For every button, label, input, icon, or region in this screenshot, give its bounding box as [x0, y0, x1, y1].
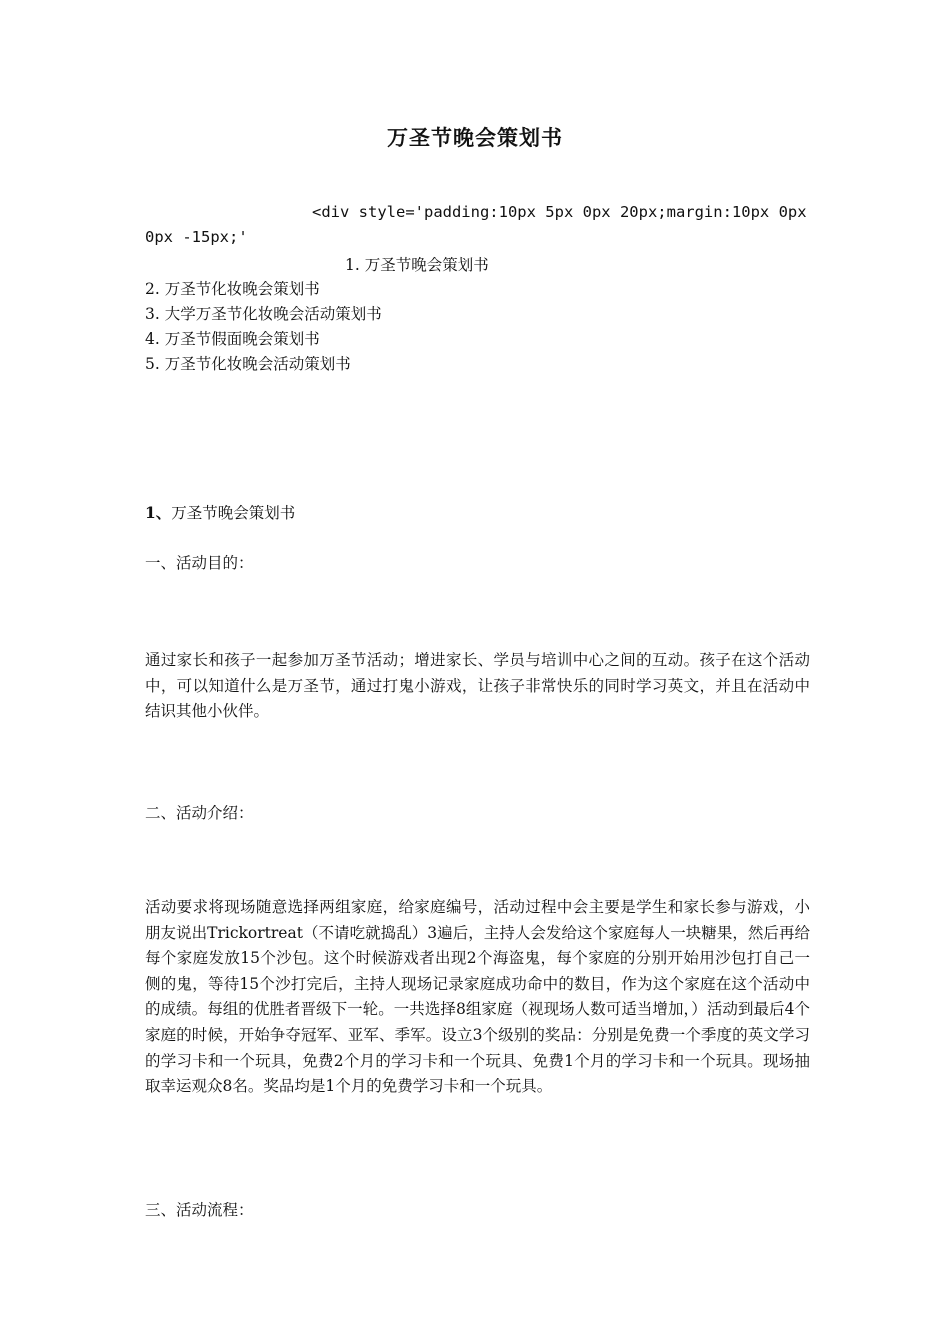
section-heading-number: 1、: [145, 503, 172, 522]
purpose-heading: 一、活动目的：: [145, 554, 254, 572]
toc-item-2[interactable]: 2. 万圣节化妆晚会策划书: [145, 280, 320, 298]
toc-item-4[interactable]: 4. 万圣节假面晚会策划书: [145, 330, 320, 348]
toc-item-3[interactable]: 3. 大学万圣节化妆晚会活动策划书: [145, 305, 382, 323]
intro-heading: 二、活动介绍：: [145, 804, 254, 822]
section-heading: [145, 501, 295, 523]
code-line-1: <div style='padding:10px 5px 0px 20px;margin:10px 0px: [312, 203, 807, 221]
toc-item-5[interactable]: 5. 万圣节化妆晚会活动策划书: [145, 355, 351, 373]
process-heading: 三、活动流程：: [145, 1201, 254, 1219]
code-line-2: 0px -15px;': [145, 228, 248, 246]
intro-paragraph: 活动要求将现场随意选择两组家庭，给家庭编号，活动过程中会主要是学生和家长参与游戏，小朋友说出Trickortreat（不请吃就捣乱）3遍后，主持人会发给这个家庭每人一块糖果，然后再给每个家庭发放15个沙包。这个时候游戏者出现2个海盗鬼，每个家庭的分别开始用沙包打自己一侧的鬼，等待15个沙打完后，主持人现场记录家庭成功命中的数目，作为这个家庭在这个活动中的成绩。每组的优胜者晋级下一轮。一共选择8组家庭（视现场人数可适当增加，）活动到最后4个家庭的时候，开始争夺冠军、亚军、季军。设立3个级别的奖品：分别是免费一个季度的英文学习的学习卡和一个玩具，免费2个月的学习卡和一个玩具、免费1个月的学习卡和一个玩具。现场抽取幸运观众8名。奖品均是1个月的免费学习卡和一个玩具。: [145, 898, 810, 1096]
toc-item-1[interactable]: 1. 万圣节晚会策划书: [345, 256, 489, 274]
section-heading-text: 万圣节晚会策划书: [171, 504, 296, 522]
document-title: 万圣节晚会策划书: [387, 125, 563, 150]
purpose-paragraph: 通过家长和孩子一起参加万圣节活动；增进家长、学员与培训中心之间的互动。孩子在这个活动中，可以知道什么是万圣节，通过打鬼小游戏，让孩子非常快乐的同时学习英文，并且在活动中结识其他小伙伴。: [145, 651, 810, 721]
